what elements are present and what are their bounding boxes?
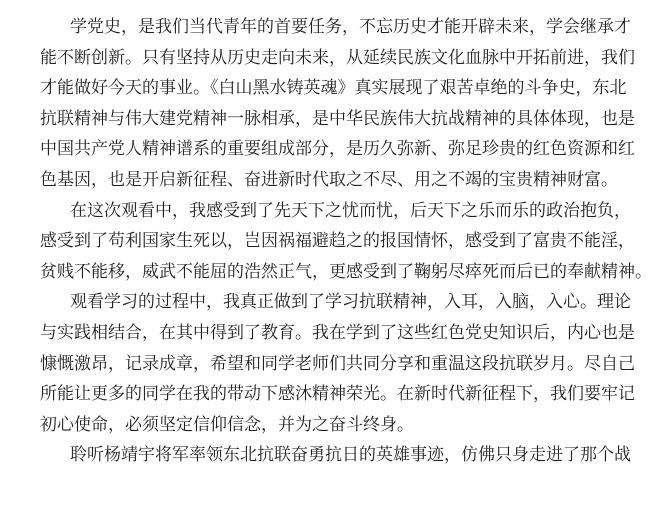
- text-line: 贫贱不能移，威武不能屈的浩然正气，更感受到了鞠躬尽瘁死而后已的奉献精神。: [40, 261, 652, 282]
- text-line: 色基因，也是开启新征程、奋进新时代取之不尽、用之不竭的宝贵精神财富。: [40, 169, 618, 190]
- text-line: 聆听杨靖宇将军率领东北抗联奋勇抗日的英雄事迹，仿佛只身走进了那个战: [70, 445, 631, 466]
- text-line: 感受到了苟利国家生死以，岂因祸福避趋之的报国情怀，感受到了富贵不能淫，: [40, 231, 635, 252]
- text-line: 所能让更多的同学在我的带动下感沐精神荣光。在新时代新征程下，我们要牢记: [40, 384, 635, 405]
- paragraph-2: [40, 196, 652, 288]
- paragraph-1: [40, 12, 635, 196]
- text-line: 中国共产党人精神谱系的重要组成部分，是历久弥新、弥足珍贵的红色资源和红: [40, 139, 635, 160]
- text-line: 初心使命，必须坚定信仰信念，并为之奋斗终身。: [40, 414, 414, 435]
- text-line: 观看学习的过程中，我真正做到了学习抗联精神，入耳，入脑，入心。理论: [70, 292, 631, 313]
- text-line: 与实践相结合，在其中得到了教育。我在学到了这些红色党史知识后，内心也是: [40, 322, 635, 343]
- text-line: 才能做好今天的事业。《白山黑水铸英魂》真实展现了艰苦卓绝的斗争史，东北: [40, 78, 627, 99]
- paragraph-3: [40, 287, 635, 440]
- text-line: 抗联精神与伟大建党精神一脉相承，是中华民族伟大抗战精神的具体体现，也是: [40, 108, 635, 129]
- paragraph-4: [40, 440, 631, 471]
- text-line: 学党史，是我们当代青年的首要任务，不忘历史才能开辟未来，学会继承才: [70, 17, 631, 37]
- text-line: 在这次观看中，我感受到了先天下之忧而忧，后天下之乐而乐的政治抱负，: [70, 200, 631, 221]
- text-line: 能不断创新。只有坚持从历史走向未来，从延续民族文化血脉中开拓前进，我们: [40, 47, 635, 68]
- document-page: [40, 12, 652, 471]
- text-line: 慷慨激昂，记录成章，希望和同学老师们共同分享和重温这段抗联岁月。尽自己: [40, 353, 635, 374]
